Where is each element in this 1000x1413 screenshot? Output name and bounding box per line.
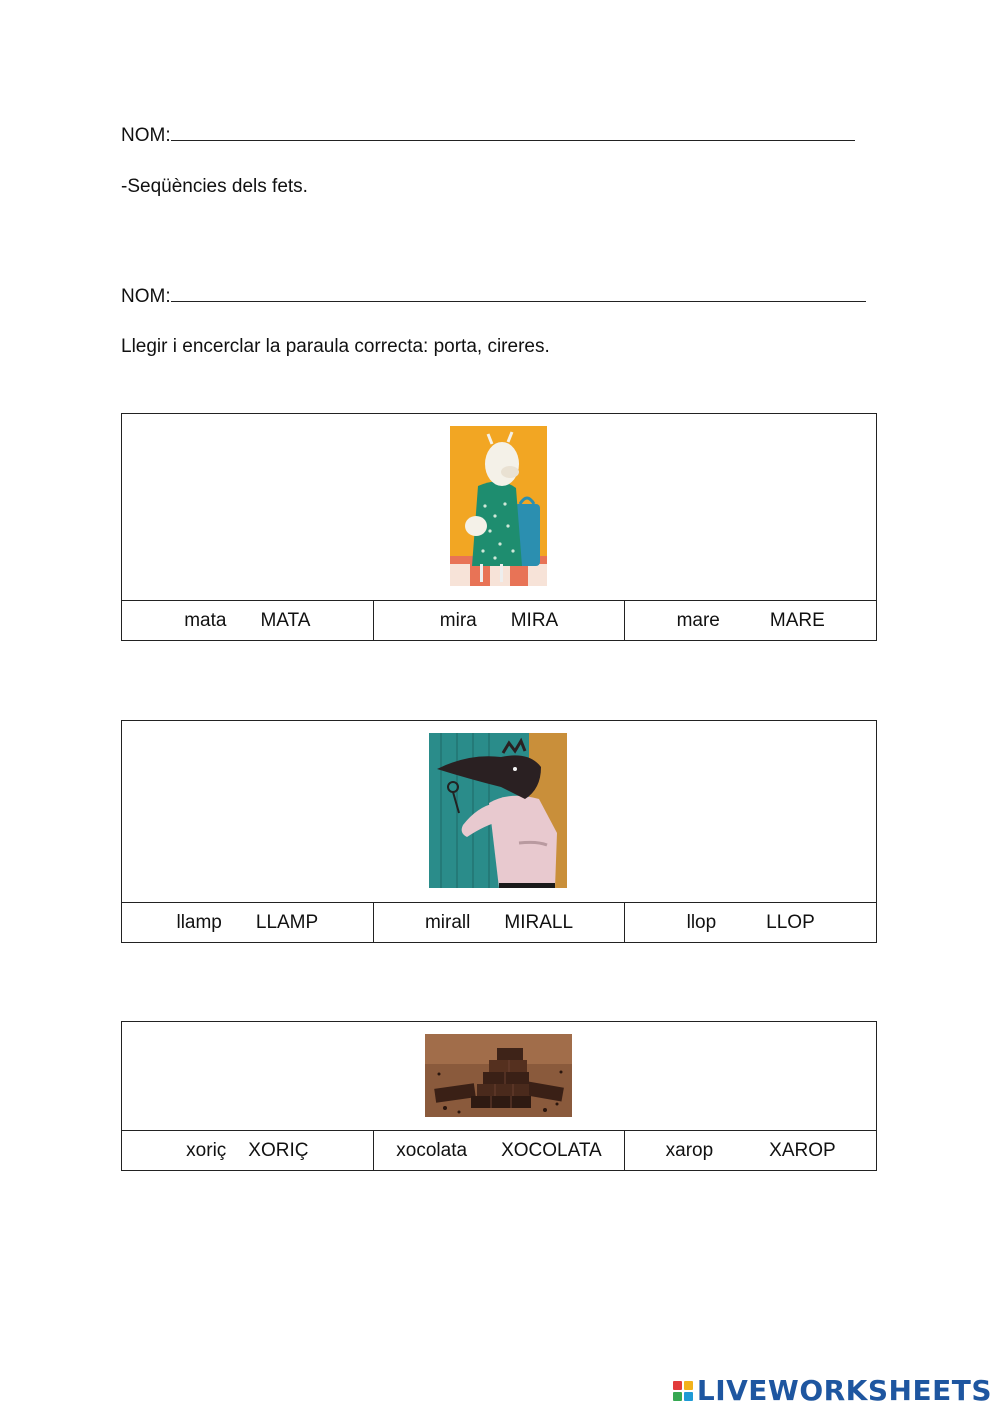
word-options-row — [122, 601, 876, 641]
word-option[interactable] — [624, 903, 876, 943]
logo-grid-icon — [673, 1381, 693, 1401]
word-uppercase[interactable]: MIRA — [510, 610, 559, 631]
word-uppercase[interactable]: XOCOLATA — [501, 1140, 602, 1161]
word-options-row — [122, 1131, 876, 1171]
word-options-row — [122, 903, 876, 943]
word-option[interactable] — [122, 903, 373, 943]
word-option[interactable] — [624, 601, 876, 641]
word-lowercase[interactable]: mare — [676, 610, 720, 631]
exercise-box-2 — [121, 720, 877, 943]
exercise-box-3 — [121, 1021, 877, 1171]
word-lowercase[interactable]: xocolata — [396, 1140, 468, 1161]
word-uppercase[interactable]: MATA — [260, 610, 311, 631]
word-uppercase[interactable]: XORIÇ — [248, 1140, 309, 1161]
name-line-1 — [121, 122, 855, 147]
word-uppercase[interactable]: LLAMP — [255, 912, 319, 933]
word-option[interactable] — [373, 903, 625, 943]
chocolate-photo-icon — [425, 1034, 572, 1117]
word-lowercase[interactable]: mira — [439, 610, 477, 631]
name-blank[interactable] — [171, 283, 866, 302]
word-uppercase[interactable]: XAROP — [769, 1140, 836, 1161]
sheep-mother-illustration-icon — [450, 426, 547, 586]
word-uppercase[interactable]: MARE — [769, 610, 825, 631]
name-label: NOM: — [121, 286, 171, 307]
word-lowercase[interactable]: llop — [686, 912, 717, 933]
word-lowercase[interactable]: mata — [184, 610, 227, 631]
word-option[interactable] — [373, 1131, 625, 1171]
exercise-image-area — [122, 414, 876, 601]
name-label: NOM: — [121, 125, 171, 146]
logo-text: LIVEWORKSHEETS — [696, 1374, 992, 1407]
exercise-image-area — [122, 721, 876, 903]
word-lowercase[interactable]: xoriç — [186, 1140, 227, 1161]
word-lowercase[interactable]: xarop — [665, 1140, 714, 1161]
word-lowercase[interactable]: llamp — [176, 912, 222, 933]
word-option[interactable] — [122, 601, 373, 641]
word-option[interactable] — [624, 1131, 876, 1171]
liveworksheets-logo — [673, 1374, 992, 1407]
word-lowercase[interactable]: mirall — [424, 912, 471, 933]
name-blank[interactable] — [171, 122, 855, 141]
instruction-circle-word: Llegir i encerclar la paraula correcta: porta, cireres. — [121, 336, 550, 357]
instruction-sequence: -Seqüències dels fets. — [121, 176, 308, 197]
exercise-image-area — [122, 1022, 876, 1131]
anteater-mirror-illustration-icon — [429, 733, 567, 888]
word-option[interactable] — [122, 1131, 373, 1171]
word-uppercase[interactable]: MIRALL — [504, 912, 574, 933]
word-option[interactable] — [373, 601, 625, 641]
word-uppercase[interactable]: LLOP — [766, 912, 815, 933]
exercise-box-1 — [121, 413, 877, 641]
name-line-2 — [121, 283, 866, 308]
